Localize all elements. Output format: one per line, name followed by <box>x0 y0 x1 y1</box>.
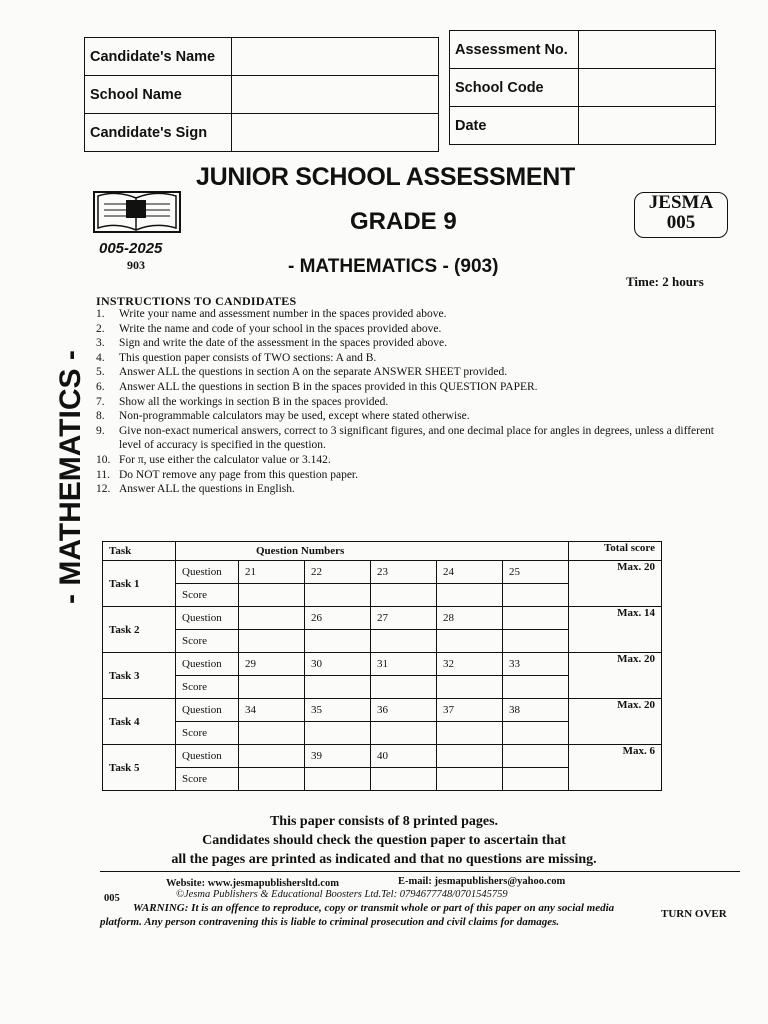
task-label: Task 3 <box>103 653 176 699</box>
instruction-item <box>96 336 716 351</box>
school-code-label: School Code <box>450 69 579 107</box>
instruction-number: 6. <box>96 380 105 393</box>
task-label: Task 2 <box>103 607 176 653</box>
footer-publisher: ©Jesma Publishers & Educational Boosters Ltd.Tel: 0794677748/0701545759 <box>176 889 508 900</box>
max-score: Max. 20 <box>569 699 662 745</box>
date-label: Date <box>450 107 579 145</box>
book-logo-icon <box>90 186 184 238</box>
instruction-text: Answer ALL the questions in English. <box>119 483 295 496</box>
logo-code: 005-2025 <box>99 240 163 257</box>
score-entry-cell[interactable] <box>437 584 503 607</box>
score-entry-cell[interactable] <box>305 676 371 699</box>
footer-code: 005 <box>104 893 120 904</box>
score-row-label: Score <box>176 584 239 607</box>
question-number-cell: 37 <box>437 699 503 722</box>
score-entry-cell[interactable] <box>305 768 371 791</box>
score-entry-cell[interactable] <box>503 676 569 699</box>
instruction-item <box>96 307 716 322</box>
instructions-list <box>96 307 716 497</box>
score-table-row <box>103 607 662 630</box>
score-entry-cell[interactable] <box>239 584 305 607</box>
task-header: Task <box>103 542 176 561</box>
instruction-number: 1. <box>96 308 105 320</box>
question-row-label: Question <box>176 745 239 768</box>
jesma-badge-bottom: 005 <box>666 212 696 233</box>
footer-divider <box>100 871 740 872</box>
score-table-row <box>103 561 662 584</box>
question-number-cell: 27 <box>371 607 437 630</box>
task-label: Task 5 <box>103 745 176 791</box>
score-entry-cell[interactable] <box>437 768 503 791</box>
score-entry-cell[interactable] <box>239 722 305 745</box>
instruction-number: 12. <box>96 483 111 496</box>
score-entry-cell[interactable] <box>371 584 437 607</box>
max-score: Max. 20 <box>569 561 662 607</box>
question-row-label: Question <box>176 607 239 630</box>
candidate-info-box <box>84 37 439 152</box>
score-row-label: Score <box>176 630 239 653</box>
jesma-badge <box>634 192 728 238</box>
question-number-cell: 29 <box>239 653 305 676</box>
score-entry-cell[interactable] <box>503 630 569 653</box>
question-number-cell: 36 <box>371 699 437 722</box>
check-note-line2: all the pages are printed as indicated and that no questions are missing. <box>171 852 597 867</box>
question-numbers-header: Question Numbers <box>176 542 569 561</box>
question-number-cell: 21 <box>239 561 305 584</box>
max-score: Max. 14 <box>569 607 662 653</box>
grade-title: GRADE 9 <box>350 208 457 235</box>
candidate-name-label: Candidate's Name <box>85 38 232 76</box>
time-allowed: Time: 2 hours <box>626 274 704 289</box>
instruction-text: Answer ALL the questions in section B in the spaces provided in this QUESTION PAPER. <box>119 380 538 393</box>
score-entry-cell[interactable] <box>305 722 371 745</box>
instruction-number: 9. <box>96 424 105 437</box>
logo-subcode: 903 <box>127 258 145 272</box>
instruction-text: Sign and write the date of the assessment in the spaces provided above. <box>119 337 447 350</box>
question-row-label: Question <box>176 561 239 584</box>
score-entry-cell[interactable] <box>371 768 437 791</box>
question-number-cell: 34 <box>239 699 305 722</box>
date-field[interactable] <box>579 107 716 145</box>
assessment-title: JUNIOR SCHOOL ASSESSMENT <box>196 163 575 191</box>
turn-over-label: TURN OVER <box>661 908 727 920</box>
subject-title: - MATHEMATICS - (903) <box>288 256 499 277</box>
score-row-label: Score <box>176 768 239 791</box>
footer-warning-line1: WARNING: It is an offence to reproduce, copy or transmit whole or part of this paper on any social media <box>133 902 615 914</box>
question-number-cell: 33 <box>503 653 569 676</box>
instructions-heading: INSTRUCTIONS TO CANDIDATES <box>96 294 297 308</box>
candidate-sign-field[interactable] <box>232 114 439 152</box>
instruction-item <box>96 365 716 380</box>
instruction-item <box>96 453 716 468</box>
score-entry-cell[interactable] <box>239 676 305 699</box>
score-entry-cell[interactable] <box>503 768 569 791</box>
instruction-number: 3. <box>96 337 105 350</box>
question-number-cell: 24 <box>437 561 503 584</box>
jesma-badge-top: JESMA <box>648 192 714 213</box>
instruction-item <box>96 409 716 424</box>
instruction-item <box>96 424 716 453</box>
instruction-item <box>96 468 716 483</box>
score-entry-cell[interactable] <box>437 630 503 653</box>
school-name-label: School Name <box>85 76 232 114</box>
footer-website: Website: www.jesmapublishersltd.com <box>166 878 339 889</box>
question-number-cell: 25 <box>503 561 569 584</box>
side-subject-title: - MATHEMATICS - <box>54 350 87 604</box>
instruction-number: 5. <box>96 366 105 379</box>
instruction-number: 8. <box>96 410 105 423</box>
score-table-row <box>103 745 662 768</box>
footer-email: E-mail: jesmapublishers@yahoo.com <box>398 876 566 887</box>
question-number-cell: 40 <box>371 745 437 768</box>
instruction-item <box>96 322 716 337</box>
score-table <box>102 541 662 791</box>
instruction-text: Non-programmable calculators may be used, except where stated otherwise. <box>119 410 470 423</box>
task-label: Task 1 <box>103 561 176 607</box>
score-entry-cell[interactable] <box>371 676 437 699</box>
instruction-text: Answer ALL the questions in section A on the separate ANSWER SHEET provided. <box>119 366 508 379</box>
question-number-cell: 39 <box>305 745 371 768</box>
score-entry-cell[interactable] <box>239 768 305 791</box>
question-number-cell: 30 <box>305 653 371 676</box>
score-table-row <box>103 653 662 676</box>
instruction-item <box>96 395 716 410</box>
footer-warning-line2: platform. Any person contravening this is liable to criminal prosecution and civil claims for damages. <box>100 916 560 928</box>
instruction-text: Show all the workings in section B in the spaces provided. <box>119 395 389 408</box>
question-number-cell: 28 <box>437 607 503 630</box>
score-row-label: Score <box>176 676 239 699</box>
question-number-cell <box>437 745 503 768</box>
total-score-header: Total score <box>569 542 662 561</box>
question-number-cell <box>503 607 569 630</box>
question-number-cell: 38 <box>503 699 569 722</box>
school-code-field[interactable] <box>579 69 716 107</box>
question-row-label: Question <box>176 653 239 676</box>
instruction-number: 7. <box>96 395 105 408</box>
score-entry-cell[interactable] <box>305 584 371 607</box>
question-number-cell: 26 <box>305 607 371 630</box>
score-entry-cell[interactable] <box>239 630 305 653</box>
score-entry-cell[interactable] <box>503 584 569 607</box>
pages-note: This paper consists of 8 printed pages. <box>269 814 499 829</box>
max-score: Max. 20 <box>569 653 662 699</box>
question-number-cell <box>239 607 305 630</box>
instruction-item <box>96 482 716 497</box>
task-label: Task 4 <box>103 699 176 745</box>
score-entry-cell[interactable] <box>437 722 503 745</box>
candidate-name-field[interactable] <box>232 38 439 76</box>
assessment-no-field[interactable] <box>579 31 716 69</box>
max-score: Max. 6 <box>569 745 662 791</box>
score-table-row <box>103 699 662 722</box>
instruction-text: Write your name and assessment number in the spaces provided above. <box>119 308 447 320</box>
question-number-cell <box>239 745 305 768</box>
instruction-item <box>96 380 716 395</box>
instruction-number: 4. <box>96 351 105 364</box>
instruction-item <box>96 351 716 366</box>
score-row-label: Score <box>176 722 239 745</box>
instruction-number: 11. <box>96 468 110 481</box>
instruction-text: Do NOT remove any page from this question paper. <box>119 468 358 481</box>
question-number-cell <box>503 745 569 768</box>
instruction-text: This question paper consists of TWO sections: A and B. <box>119 351 377 364</box>
score-entry-cell[interactable] <box>305 630 371 653</box>
instruction-text: Write the name and code of your school in the spaces provided above. <box>119 322 442 335</box>
question-number-cell: 35 <box>305 699 371 722</box>
question-row-label: Question <box>176 699 239 722</box>
score-entry-cell[interactable] <box>371 722 437 745</box>
score-entry-cell[interactable] <box>371 630 437 653</box>
score-entry-cell[interactable] <box>437 676 503 699</box>
instruction-number: 10. <box>96 453 111 466</box>
score-entry-cell[interactable] <box>503 722 569 745</box>
assessment-info-box <box>449 30 716 145</box>
question-number-cell: 31 <box>371 653 437 676</box>
instruction-text: Give non-exact numerical answers, correct to 3 significant figures, and one decimal place for angles in degrees, unless a different level of accuracy is specified in the question. <box>119 424 715 452</box>
assessment-no-label: Assessment No. <box>450 31 579 69</box>
question-number-cell: 32 <box>437 653 503 676</box>
candidate-sign-label: Candidate's Sign <box>85 114 232 152</box>
check-note-line1: Candidates should check the question paper to ascertain that <box>202 833 566 848</box>
question-number-cell: 23 <box>371 561 437 584</box>
instruction-number: 2. <box>96 322 105 335</box>
instruction-text: For π, use either the calculator value or 3.142. <box>119 453 331 466</box>
school-name-field[interactable] <box>232 76 439 114</box>
question-number-cell: 22 <box>305 561 371 584</box>
